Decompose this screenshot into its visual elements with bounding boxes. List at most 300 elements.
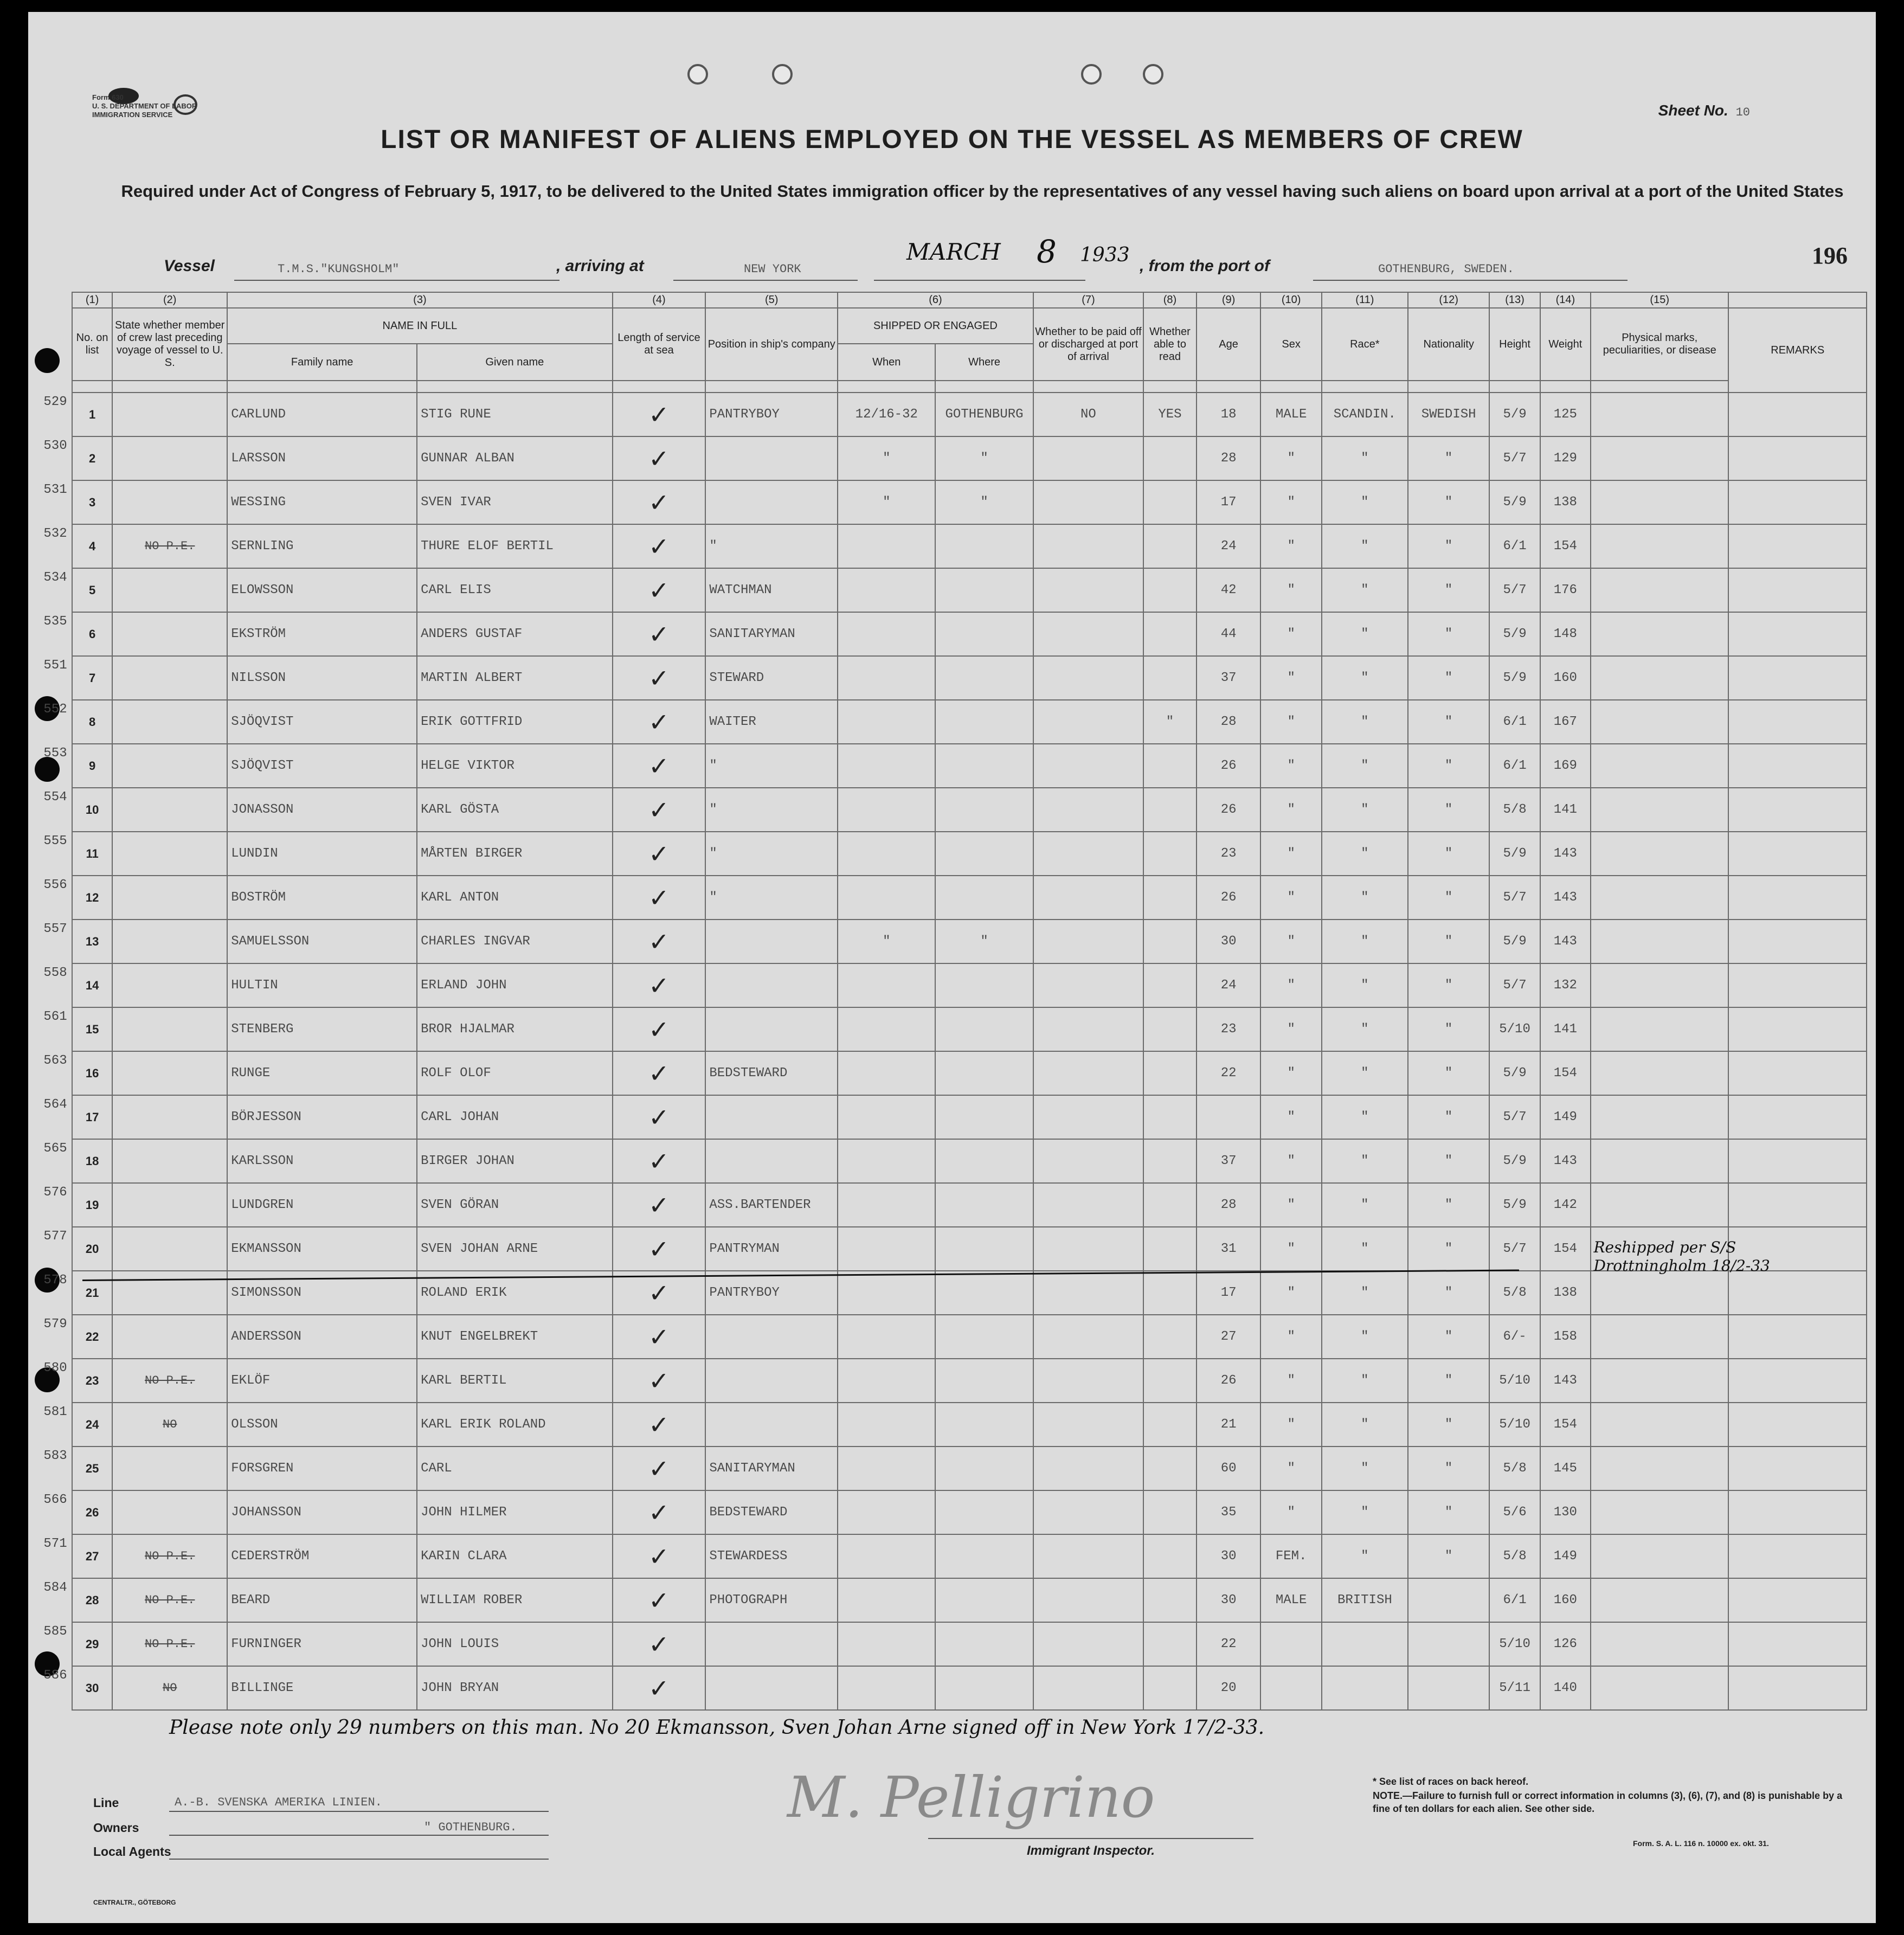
- nationality: ": [1408, 480, 1490, 524]
- shipped-when: [838, 1007, 935, 1051]
- given-name: SVEN IVAR: [417, 480, 612, 524]
- sex: ": [1260, 1403, 1321, 1447]
- service-check: ✓: [613, 1227, 706, 1271]
- able-to-read: [1143, 832, 1197, 876]
- family-name: SJÖQVIST: [227, 744, 417, 788]
- able-to-read: [1143, 1139, 1197, 1183]
- sex: MALE: [1260, 1578, 1321, 1622]
- shipped-where: [935, 788, 1033, 832]
- weight: 148: [1540, 612, 1591, 656]
- service-check: ✓: [613, 920, 706, 963]
- paid-off: [1033, 480, 1144, 524]
- weight: 129: [1540, 436, 1591, 480]
- sheet-no: [1658, 102, 1750, 119]
- nationality: ": [1408, 1095, 1490, 1139]
- family-name: LARSSON: [227, 436, 417, 480]
- previous-voyage: [112, 1447, 227, 1490]
- paid-off: [1033, 612, 1144, 656]
- previous-voyage: [112, 393, 227, 436]
- handwritten-note: Please note only 29 numbers on this man. No 20 Ekmansson, Sven Johan Arne signed off in New York 17/2-33.: [169, 1717, 1265, 1739]
- header-remarks: REMARKS: [1728, 308, 1867, 393]
- paid-off: [1033, 1534, 1144, 1578]
- service-check: ✓: [613, 744, 706, 788]
- shipped-when: [838, 1139, 935, 1183]
- nationality: [1408, 1578, 1490, 1622]
- position: [705, 1139, 838, 1183]
- physical-marks: [1591, 1315, 1728, 1359]
- col-num: (1): [72, 292, 112, 308]
- service-check: ✓: [613, 876, 706, 920]
- shipped-when: [838, 700, 935, 744]
- position: WATCHMAN: [705, 568, 838, 612]
- position: ASS.BARTENDER: [705, 1183, 838, 1227]
- weight: 141: [1540, 788, 1591, 832]
- position: ": [705, 788, 838, 832]
- owners-label: Owners: [93, 1821, 139, 1835]
- position: [705, 436, 838, 480]
- service-check: ✓: [613, 1666, 706, 1710]
- physical-marks: [1591, 1051, 1728, 1095]
- nationality: ": [1408, 612, 1490, 656]
- ledger-number: 561: [43, 1009, 67, 1024]
- position: BEDSTEWARD: [705, 1051, 838, 1095]
- family-name: KARLSSON: [227, 1139, 417, 1183]
- service-check: ✓: [613, 788, 706, 832]
- family-name: RUNGE: [227, 1051, 417, 1095]
- shipped-where: [935, 1051, 1033, 1095]
- given-name: CHARLES INGVAR: [417, 920, 612, 963]
- service-check: ✓: [613, 1183, 706, 1227]
- row-number: 3: [72, 480, 112, 524]
- previous-voyage: [112, 876, 227, 920]
- ledger-number: 585: [43, 1624, 67, 1639]
- row-number: 20: [72, 1227, 112, 1271]
- age: 28: [1197, 700, 1261, 744]
- physical-marks: [1591, 1666, 1728, 1710]
- row-number: 13: [72, 920, 112, 963]
- family-name: STENBERG: [227, 1007, 417, 1051]
- able-to-read: [1143, 1490, 1197, 1534]
- sex: ": [1260, 1007, 1321, 1051]
- ledger-number: 558: [43, 965, 67, 980]
- shipped-when: [838, 832, 935, 876]
- race: BRITISH: [1322, 1578, 1408, 1622]
- shipped-when: [838, 1403, 935, 1447]
- ledger-number: 556: [43, 877, 67, 892]
- reshipped-remark: [1593, 1238, 1770, 1275]
- shipped-where: [935, 524, 1033, 568]
- arriving-label: , arriving at: [556, 257, 644, 275]
- previous-voyage: [112, 832, 227, 876]
- previous-voyage: NO P.E.: [112, 1359, 227, 1403]
- paid-off: [1033, 920, 1144, 963]
- binder-hole: [687, 64, 708, 85]
- row-number: 10: [72, 788, 112, 832]
- position: BEDSTEWARD: [705, 1490, 838, 1534]
- sex: ": [1260, 436, 1321, 480]
- nationality: ": [1408, 920, 1490, 963]
- sex: ": [1260, 524, 1321, 568]
- table-row: [72, 1315, 1867, 1359]
- service-check: ✓: [613, 612, 706, 656]
- table-row: [72, 1578, 1867, 1622]
- ledger-number: 555: [43, 833, 67, 848]
- service-check: ✓: [613, 524, 706, 568]
- age: 17: [1197, 1271, 1261, 1315]
- table-row: [72, 480, 1867, 524]
- previous-voyage: NO: [112, 1403, 227, 1447]
- physical-marks: [1591, 393, 1728, 436]
- physical-marks: [1591, 1139, 1728, 1183]
- age: 30: [1197, 1578, 1261, 1622]
- header-able-read: Whether able to read: [1143, 308, 1197, 381]
- sex: ": [1260, 1227, 1321, 1271]
- height: 6/-: [1489, 1315, 1540, 1359]
- weight: 142: [1540, 1183, 1591, 1227]
- sex: ": [1260, 1315, 1321, 1359]
- physical-marks: [1591, 876, 1728, 920]
- vessel-label: Vessel: [164, 257, 215, 275]
- age: 28: [1197, 436, 1261, 480]
- nationality: ": [1408, 876, 1490, 920]
- race: ": [1322, 1095, 1408, 1139]
- arriving-value: NEW YORK: [744, 262, 801, 276]
- remarks: [1728, 1095, 1867, 1139]
- race: ": [1322, 920, 1408, 963]
- height: 5/8: [1489, 788, 1540, 832]
- ledger-number: 579: [43, 1316, 67, 1332]
- height: 5/9: [1489, 1051, 1540, 1095]
- height: 6/1: [1489, 524, 1540, 568]
- given-name: MARTIN ALBERT: [417, 656, 612, 700]
- sex: FEM.: [1260, 1534, 1321, 1578]
- family-name: OLSSON: [227, 1403, 417, 1447]
- shipped-where: [935, 1447, 1033, 1490]
- able-to-read: [1143, 1183, 1197, 1227]
- physical-marks: [1591, 436, 1728, 480]
- ledger-number: 584: [43, 1580, 67, 1595]
- shipped-where: [935, 1666, 1033, 1710]
- sex: MALE: [1260, 393, 1321, 436]
- height: 5/10: [1489, 1622, 1540, 1666]
- sex: ": [1260, 1095, 1321, 1139]
- nationality: ": [1408, 524, 1490, 568]
- weight: 125: [1540, 393, 1591, 436]
- ledger-number: 535: [43, 614, 67, 629]
- sex: ": [1260, 656, 1321, 700]
- position: ": [705, 744, 838, 788]
- age: 23: [1197, 1007, 1261, 1051]
- local-agents-label: Local Agents: [93, 1844, 171, 1859]
- paid-off: [1033, 656, 1144, 700]
- family-name: CARLUND: [227, 393, 417, 436]
- nationality: ": [1408, 1183, 1490, 1227]
- paid-off: [1033, 1139, 1144, 1183]
- remarks: [1728, 1447, 1867, 1490]
- height: 5/10: [1489, 1007, 1540, 1051]
- height: 5/9: [1489, 832, 1540, 876]
- shipped-when: [838, 1051, 935, 1095]
- height: 5/6: [1489, 1490, 1540, 1534]
- height: 5/8: [1489, 1534, 1540, 1578]
- nationality: ": [1408, 1490, 1490, 1534]
- given-name: JOHN LOUIS: [417, 1622, 612, 1666]
- position: ": [705, 524, 838, 568]
- weight: 154: [1540, 1227, 1591, 1271]
- remarks: [1728, 393, 1867, 436]
- family-name: EKMANSSON: [227, 1227, 417, 1271]
- family-name: BILLINGE: [227, 1666, 417, 1710]
- row-number: 18: [72, 1139, 112, 1183]
- race: ": [1322, 1359, 1408, 1403]
- able-to-read: ": [1143, 700, 1197, 744]
- table-row: [72, 568, 1867, 612]
- shipped-where: [935, 1139, 1033, 1183]
- row-number: 23: [72, 1359, 112, 1403]
- service-check: ✓: [613, 1622, 706, 1666]
- row-number: 8: [72, 700, 112, 744]
- previous-voyage: [112, 788, 227, 832]
- col-num: (3): [227, 292, 612, 308]
- family-name: SJÖQVIST: [227, 700, 417, 744]
- physical-marks: [1591, 656, 1728, 700]
- able-to-read: [1143, 963, 1197, 1007]
- shipped-when: [838, 1666, 935, 1710]
- physical-marks: [1591, 1271, 1728, 1315]
- given-name: ANDERS GUSTAF: [417, 612, 612, 656]
- position: [705, 1007, 838, 1051]
- paid-off: [1033, 963, 1144, 1007]
- able-to-read: [1143, 1271, 1197, 1315]
- service-check: ✓: [613, 1578, 706, 1622]
- physical-marks: [1591, 700, 1728, 744]
- table-row: [72, 1666, 1867, 1710]
- sex: ": [1260, 1447, 1321, 1490]
- given-name: CARL JOHAN: [417, 1095, 612, 1139]
- paid-off: [1033, 568, 1144, 612]
- weight: 140: [1540, 1666, 1591, 1710]
- shipped-where: [935, 1095, 1033, 1139]
- footnote-races: * See list of races on back hereof.: [1373, 1776, 1529, 1787]
- able-to-read: [1143, 612, 1197, 656]
- race: ": [1322, 1403, 1408, 1447]
- height: 5/9: [1489, 393, 1540, 436]
- height: 5/7: [1489, 1227, 1540, 1271]
- previous-voyage: [112, 1139, 227, 1183]
- header-name-in-full: NAME IN FULL: [227, 308, 612, 344]
- shipped-where: ": [935, 920, 1033, 963]
- previous-voyage: [112, 1183, 227, 1227]
- remarks: [1728, 700, 1867, 744]
- service-check: ✓: [613, 1139, 706, 1183]
- form-id: Form. S. A. L. 116 n. 10000 ex. okt. 31.: [1633, 1839, 1769, 1848]
- physical-marks: [1591, 1359, 1728, 1403]
- able-to-read: [1143, 1534, 1197, 1578]
- form-tag: [92, 93, 197, 119]
- position: PANTRYBOY: [705, 393, 838, 436]
- race: SCANDIN.: [1322, 393, 1408, 436]
- sex: ": [1260, 920, 1321, 963]
- header-age: Age: [1197, 308, 1261, 381]
- position: SANITARYMAN: [705, 612, 838, 656]
- col-num: (6): [838, 292, 1033, 308]
- family-name: SIMONSSON: [227, 1271, 417, 1315]
- row-number: 11: [72, 832, 112, 876]
- table-row: [72, 1007, 1867, 1051]
- given-name: CARL: [417, 1447, 612, 1490]
- ledger-number: 563: [43, 1053, 67, 1068]
- shipped-when: [838, 1534, 935, 1578]
- race: ": [1322, 1183, 1408, 1227]
- shipped-where: [935, 700, 1033, 744]
- shipped-where: [935, 656, 1033, 700]
- ledger-number: 577: [43, 1229, 67, 1244]
- age: 18: [1197, 393, 1261, 436]
- race: ": [1322, 788, 1408, 832]
- shipped-where: [935, 876, 1033, 920]
- position: ": [705, 876, 838, 920]
- shipped-when: [838, 656, 935, 700]
- physical-marks: [1591, 1007, 1728, 1051]
- row-number: 29: [72, 1622, 112, 1666]
- shipped-where: ": [935, 480, 1033, 524]
- family-name: ANDERSSON: [227, 1315, 417, 1359]
- able-to-read: [1143, 876, 1197, 920]
- race: ": [1322, 1007, 1408, 1051]
- position: [705, 1666, 838, 1710]
- family-name: JOHANSSON: [227, 1490, 417, 1534]
- race: ": [1322, 744, 1408, 788]
- previous-voyage: [112, 920, 227, 963]
- ledger-number: 551: [43, 658, 67, 673]
- remarks: [1728, 568, 1867, 612]
- weight: 154: [1540, 1403, 1591, 1447]
- given-name: KARL ERIK ROLAND: [417, 1403, 612, 1447]
- previous-voyage: NO P.E.: [112, 1622, 227, 1666]
- paid-off: [1033, 1403, 1144, 1447]
- race: [1322, 1622, 1408, 1666]
- height: 5/8: [1489, 1447, 1540, 1490]
- able-to-read: [1143, 1359, 1197, 1403]
- shipped-when: [838, 744, 935, 788]
- row-number: 27: [72, 1534, 112, 1578]
- paid-off: [1033, 700, 1144, 744]
- position: [705, 480, 838, 524]
- shipped-where: ": [935, 436, 1033, 480]
- previous-voyage: [112, 1051, 227, 1095]
- physical-marks: [1591, 1447, 1728, 1490]
- weight: 149: [1540, 1534, 1591, 1578]
- age: 42: [1197, 568, 1261, 612]
- vessel-value: T.M.S."KUNGSHOLM": [278, 262, 400, 276]
- shipped-where: [935, 612, 1033, 656]
- table-row: [72, 1183, 1867, 1227]
- paid-off: [1033, 832, 1144, 876]
- given-name: KARL ANTON: [417, 876, 612, 920]
- paid-off: [1033, 1227, 1144, 1271]
- shipped-when: [838, 1359, 935, 1403]
- remarks: [1728, 1183, 1867, 1227]
- ledger-number: 552: [43, 702, 67, 717]
- nationality: ": [1408, 1315, 1490, 1359]
- previous-voyage: [112, 436, 227, 480]
- physical-marks: [1591, 1183, 1728, 1227]
- previous-voyage: [112, 1490, 227, 1534]
- position: STEWARDESS: [705, 1534, 838, 1578]
- physical-marks: [1591, 612, 1728, 656]
- physical-marks: [1591, 1490, 1728, 1534]
- ledger-number: 571: [43, 1536, 67, 1551]
- from-port-label: , from the port of: [1140, 257, 1270, 275]
- paid-off: [1033, 1578, 1144, 1622]
- age: [1197, 1095, 1261, 1139]
- sex: ": [1260, 1051, 1321, 1095]
- nationality: [1408, 1666, 1490, 1710]
- given-name: ROLF OLOF: [417, 1051, 612, 1095]
- sex: ": [1260, 568, 1321, 612]
- height: 5/10: [1489, 1359, 1540, 1403]
- height: 6/1: [1489, 700, 1540, 744]
- table-row: [72, 656, 1867, 700]
- physical-marks: [1591, 1622, 1728, 1666]
- nationality: ": [1408, 744, 1490, 788]
- race: ": [1322, 1534, 1408, 1578]
- remarks: [1728, 1139, 1867, 1183]
- able-to-read: [1143, 1403, 1197, 1447]
- height: 5/7: [1489, 568, 1540, 612]
- shipped-where: [935, 744, 1033, 788]
- paid-off: [1033, 436, 1144, 480]
- age: 30: [1197, 920, 1261, 963]
- crew-table: [72, 292, 1867, 1711]
- service-check: ✓: [613, 1534, 706, 1578]
- given-name: GUNNAR ALBAN: [417, 436, 612, 480]
- position: WAITER: [705, 700, 838, 744]
- header-no-on-list: No. on list: [72, 308, 112, 381]
- able-to-read: [1143, 1447, 1197, 1490]
- able-to-read: [1143, 436, 1197, 480]
- family-name: WESSING: [227, 480, 417, 524]
- shipped-when: ": [838, 436, 935, 480]
- race: ": [1322, 568, 1408, 612]
- previous-voyage: [112, 480, 227, 524]
- paid-off: [1033, 1359, 1144, 1403]
- sheet-number: 196: [1812, 242, 1848, 269]
- row-number: 26: [72, 1490, 112, 1534]
- given-name: CARL ELIS: [417, 568, 612, 612]
- remarks: [1728, 1007, 1867, 1051]
- age: 26: [1197, 744, 1261, 788]
- header-nationality: Nationality: [1408, 308, 1490, 381]
- able-to-read: [1143, 788, 1197, 832]
- service-name: IMMIGRATION SERVICE: [92, 111, 173, 119]
- remarks: [1728, 1271, 1867, 1315]
- nationality: ": [1408, 1227, 1490, 1271]
- race: ": [1322, 832, 1408, 876]
- previous-voyage: NO: [112, 1666, 227, 1710]
- given-name: BIRGER JOHAN: [417, 1139, 612, 1183]
- service-check: ✓: [613, 393, 706, 436]
- given-name: ERLAND JOHN: [417, 963, 612, 1007]
- paid-off: [1033, 1490, 1144, 1534]
- row-number: 28: [72, 1578, 112, 1622]
- table-row: [72, 1139, 1867, 1183]
- sex: ": [1260, 832, 1321, 876]
- row-number: 1: [72, 393, 112, 436]
- nationality: ": [1408, 436, 1490, 480]
- col-num: (5): [705, 292, 838, 308]
- header-when: When: [838, 344, 935, 381]
